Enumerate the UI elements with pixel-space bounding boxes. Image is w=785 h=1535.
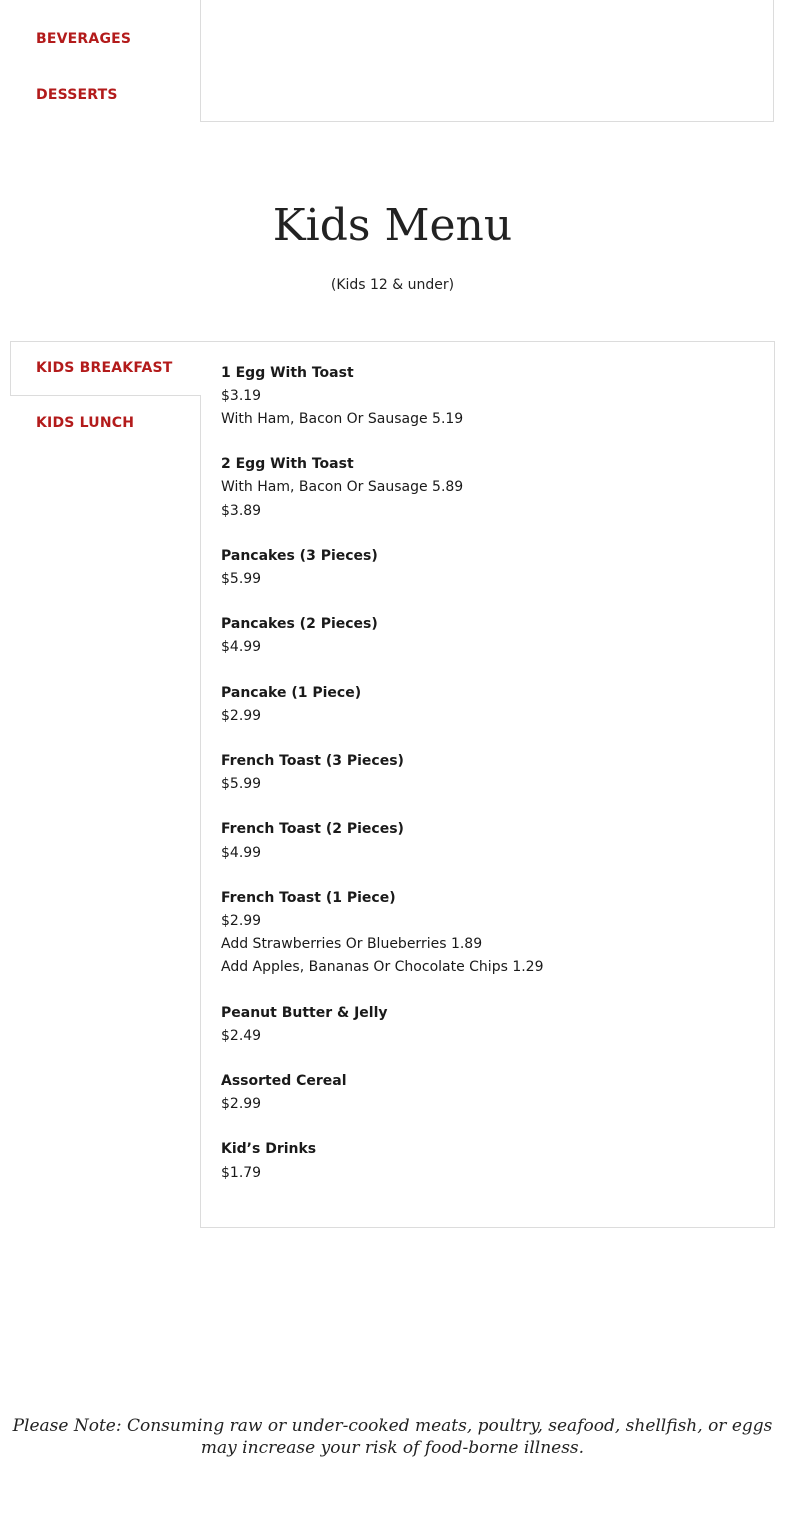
category-content-panel	[200, 0, 774, 122]
tab-kids-lunch[interactable]: KIDS LUNCH	[36, 415, 135, 431]
item-name: 2 Egg With Toast	[221, 456, 354, 472]
item-price: $3.89	[221, 503, 262, 519]
item-price: $1.79	[221, 1165, 262, 1181]
item-name: Kid’s Drinks	[221, 1141, 317, 1157]
item-price: $2.99	[221, 708, 262, 724]
item-name: Pancakes (3 Pieces)	[221, 548, 378, 564]
item-price: $2.49	[221, 1028, 262, 1044]
item-price: $5.99	[221, 571, 262, 587]
item-name: Pancakes (2 Pieces)	[221, 616, 378, 632]
item-price: $4.99	[221, 845, 262, 861]
kids-menu-panel	[200, 341, 775, 1228]
food-safety-note: Please Note: Consuming raw or under-cooked meats, poultry, seafood, shellfish, or eggs may increase your risk of food-borne illness.	[12, 1416, 773, 1458]
tab-beverages[interactable]: BEVERAGES	[36, 31, 132, 47]
item-price: $3.19	[221, 388, 262, 404]
item-price: $2.99	[221, 1096, 262, 1112]
item-option: With Ham, Bacon Or Sausage 5.19	[221, 411, 464, 427]
item-option: With Ham, Bacon Or Sausage 5.89	[221, 479, 464, 495]
item-option: Add Apples, Bananas Or Chocolate Chips 1.29	[221, 959, 544, 975]
item-name: French Toast (3 Pieces)	[221, 753, 404, 769]
item-price: $2.99	[221, 913, 262, 929]
item-name: French Toast (1 Piece)	[221, 890, 396, 906]
tab-desserts[interactable]: DESSERTS	[36, 87, 118, 103]
item-name: Assorted Cereal	[221, 1073, 347, 1089]
item-name: Pancake (1 Piece)	[221, 685, 362, 701]
item-name: Peanut Butter & Jelly	[221, 1005, 388, 1021]
item-option: Add Strawberries Or Blueberries 1.89	[221, 936, 483, 952]
section-subtitle: (Kids 12 & under)	[330, 277, 455, 293]
item-name: 1 Egg With Toast	[221, 365, 354, 381]
tab-kids-breakfast-label[interactable]: KIDS BREAKFAST	[36, 360, 173, 376]
section-title: Kids Menu	[272, 200, 513, 251]
item-price: $5.99	[221, 776, 262, 792]
item-name: French Toast (2 Pieces)	[221, 821, 404, 837]
item-price: $4.99	[221, 639, 262, 655]
